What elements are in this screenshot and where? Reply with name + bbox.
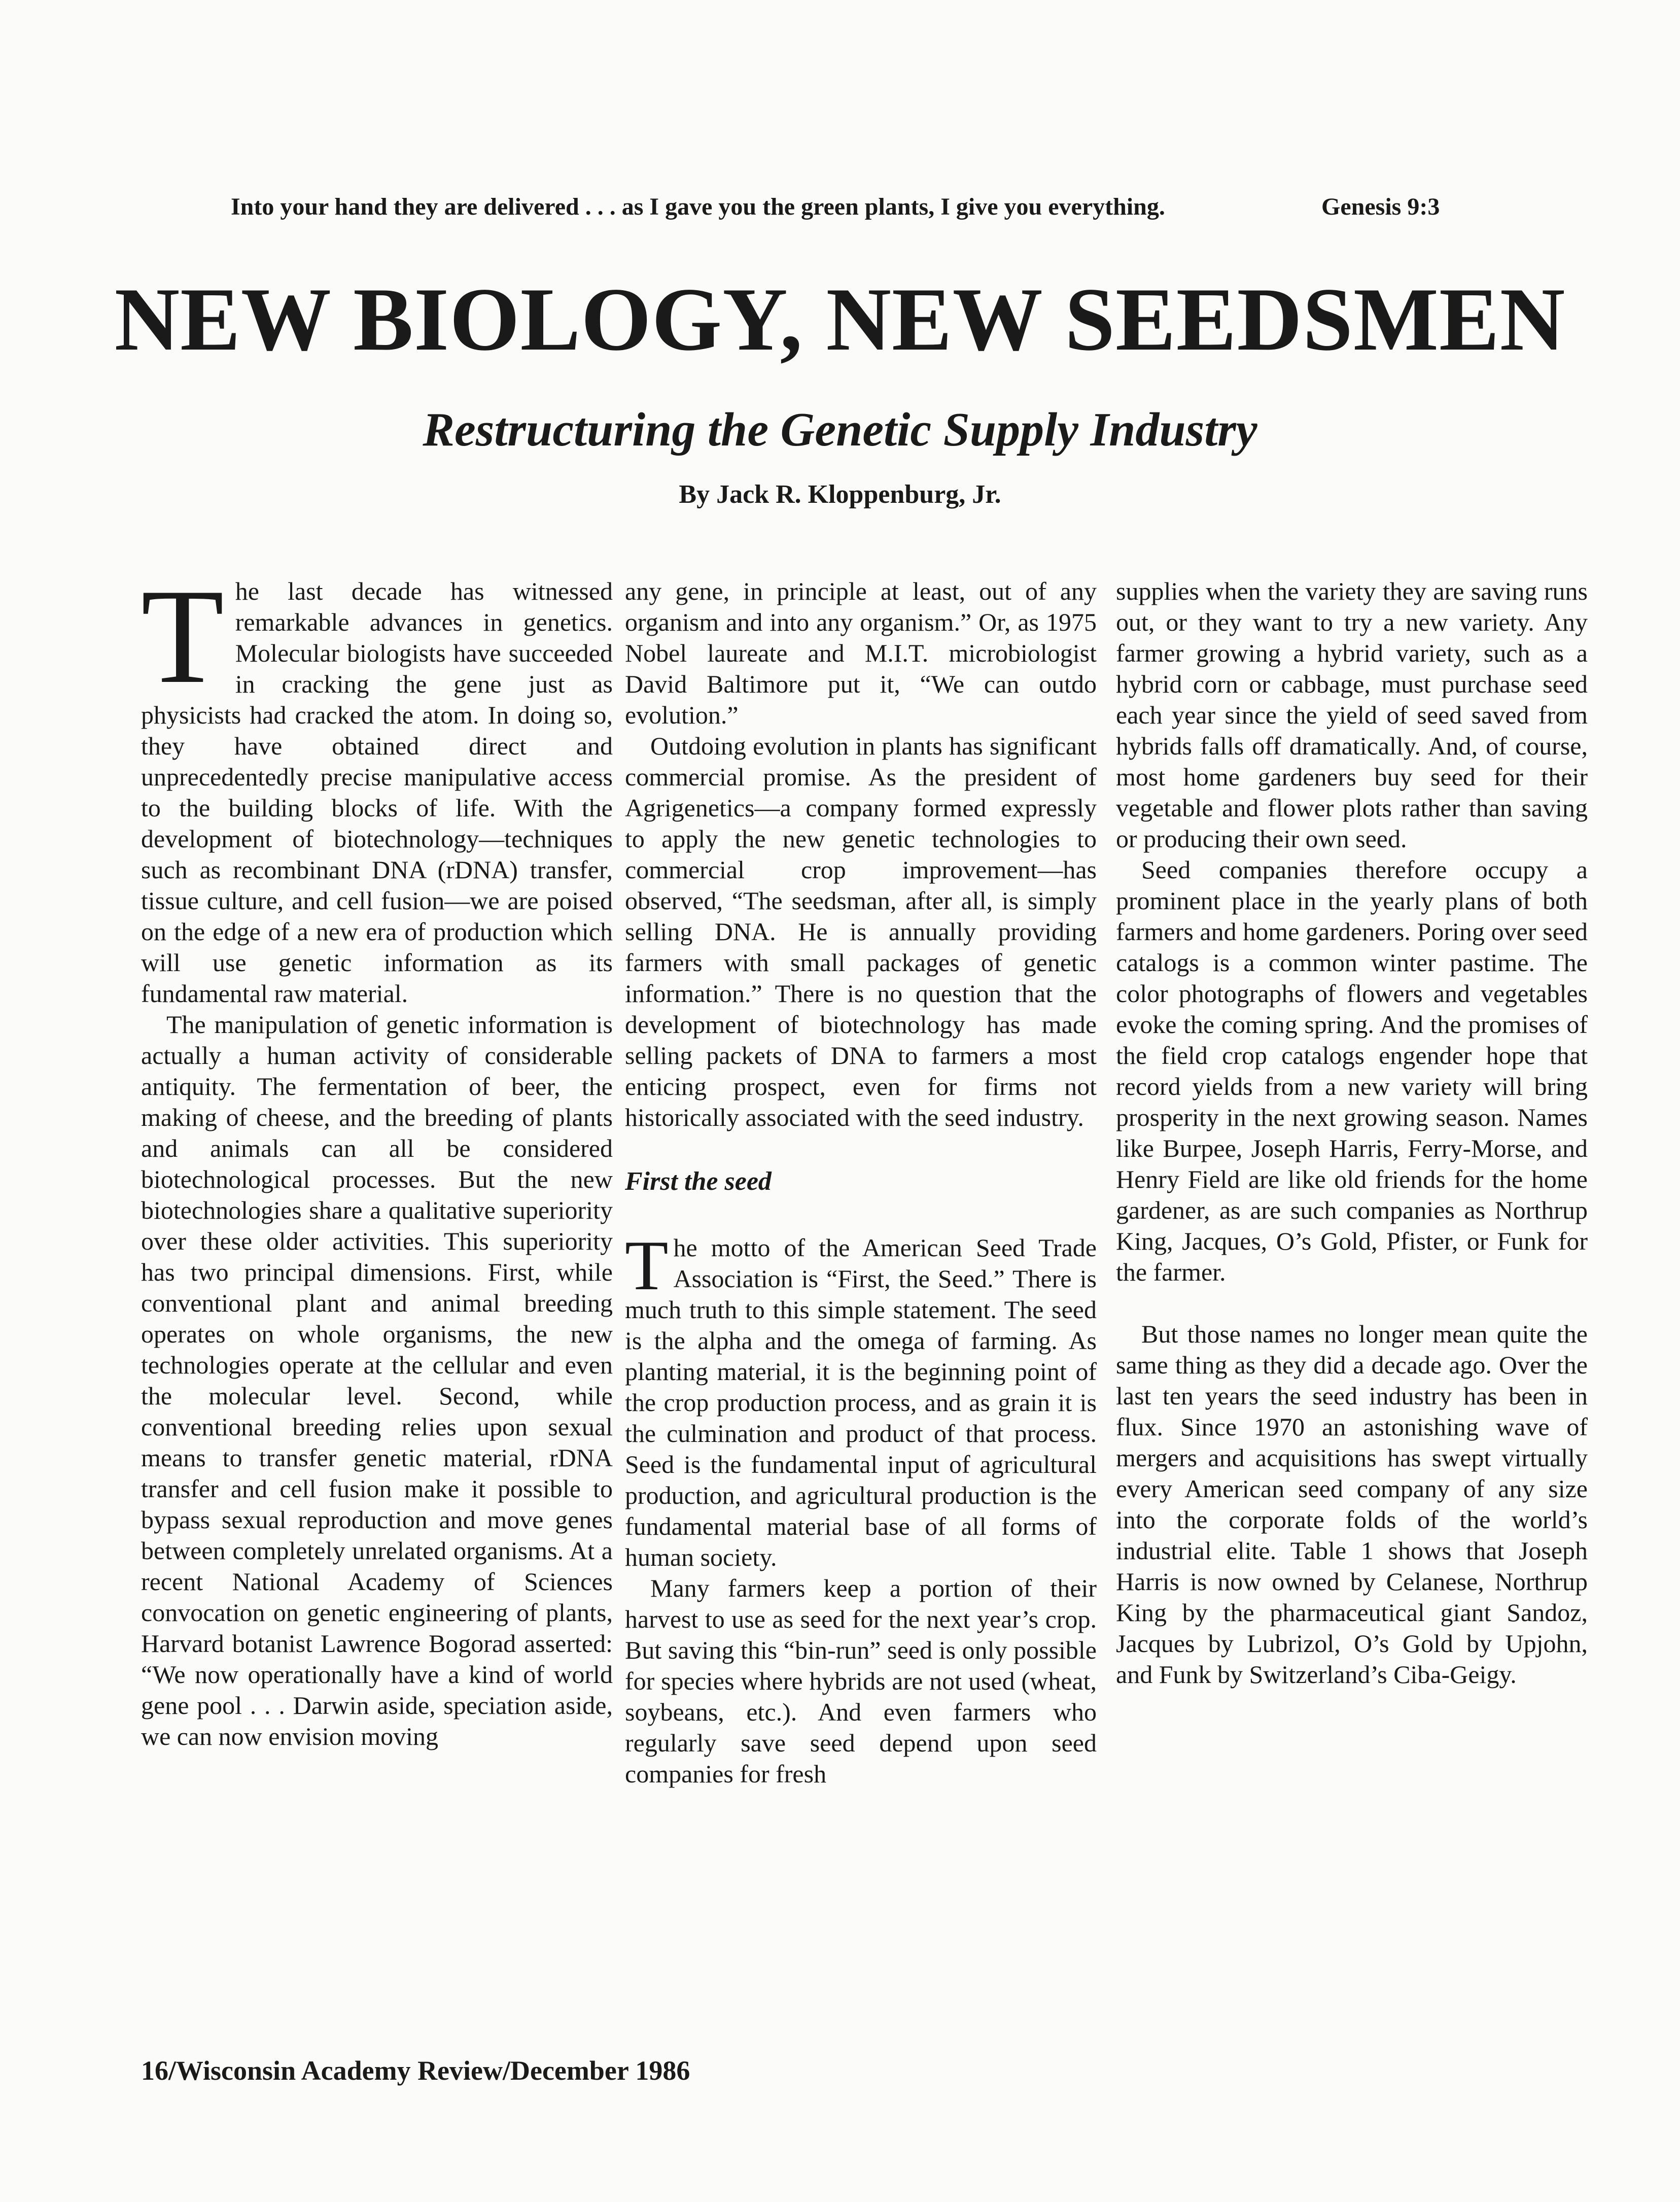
- epigraph: [231, 193, 1448, 221]
- paragraph-gap: [1116, 1288, 1588, 1319]
- paragraph: Many farmers keep a portion of their harvest to use as seed for the next year’s crop. But saving this “bin-run” seed is only possible for species where hybrids are not used (wheat, soybeans, etc.). And even farmers who regularly save seed depend upon seed companies for fresh: [625, 1574, 1097, 1788]
- paragraph: The manipulation of genetic information is actually a human activity of considerable antiquity. The fermentation of beer, the making of cheese, and the breeding of plants and animals can all be considered biotechnological processes. But the new biotechnologies share a qualitative superiority over these older activities. This superiority has two principal dimensions. First, while conventional plant and animal breeding operates on whole organisms, the new technologies operate at the cellular and even the molecular level. Second, while conventional breeding relies upon sexual means to transfer genetic material, rDNA transfer and cell fusion make it possible to bypass sexual reproduction and move genes between completely unrelated organisms. At a recent National Academy of Sciences convocation on genetic engineering of plants, Harvard botanist Lawrence Bogorad asserted: “We now operationally have a kind of world gene pool . . . Darwin aside, speciation aside, we can now envision moving: [141, 1010, 613, 1750]
- section-heading: First the seed: [625, 1167, 772, 1196]
- paragraph: any gene, in principle at least, out of any organism and into any organism.” Or, as 1975 Nobel laureate and M.I.T. microbiologist David Baltimore put it, “We can outdo evolution.”: [625, 577, 1097, 729]
- paragraph-text: he motto of the American Seed Trade Association is “First, the Seed.” There is much truth to this simple statement. The seed is the alpha and the omega of farming. As planting material, it is the beginning point of the crop production process, and as grain it is the culmination and product of that process. Seed is the fundamental input of agricultural production, and agricultural production is the fundamental material base of all forms of human society.: [625, 1233, 1097, 1571]
- paragraph: Seed companies therefore occupy a prominent place in the yearly plans of both farmers and home gardeners. Poring over seed catalogs is a common winter pastime. The color photographs of flowers and vegetables evoke the coming spring. And the promises of the field crop catalogs engender hope that record yields from a new variety will bring prosperity in the next growing season. Names like Burpee, Joseph Harris, Ferry-Morse, and Henry Field are like old friends for the home gardener, as are such companies as Northrup King, Jacques, O’s Gold, Pfister, or Funk for the farmer.: [1116, 855, 1588, 1286]
- column-3: [1116, 576, 1588, 1690]
- byline: By Jack R. Kloppenburg, Jr.: [679, 480, 1001, 509]
- paragraph: [625, 1226, 1097, 1573]
- epigraph-text: Into your hand they are delivered . . . as I gave you the green plants, I give you everything.: [231, 193, 1165, 220]
- paragraph: Outdoing evolution in plants has significant commercial promise. As the president of Agrigenetics—a company formed expressly to apply the new genetic technologies to commercial crop improvement—has observed, “The seedsman, after all, is simply selling DNA. He is annually providing farmers with small packages of genetic information.” There is no question that the development of biotechnology has made selling packets of DNA to farmers a most enticing prospect, even for firms not historically associated with the seed industry.: [625, 732, 1097, 1131]
- drop-cap: T: [625, 1226, 669, 1305]
- paragraph: [141, 561, 613, 1009]
- epigraph-reference: Genesis 9:3: [1321, 193, 1440, 220]
- paragraph: supplies when the variety they are saving runs out, or they want to try a new variety. Any farmer growing a hybrid variety, such as a hybrid corn or cabbage, must purchase seed each year since the yield of seed saved from hybrids falls off dramatically. And, of course, most home gardeners buy seed for their vegetable and flower plots rather than saving or producing their own seed.: [1116, 577, 1588, 853]
- article-subtitle: Restructuring the Genetic Supply Industry: [423, 403, 1257, 456]
- drop-cap: T: [141, 561, 224, 711]
- paragraph: But those names no longer mean quite the same thing as they did a decade ago. Over the last ten years the seed industry has been in flux. Since 1970 an astonishing wave of mergers and acquisitions has swept virtually every American seed company of any size into the corporate folds of the world’s industrial elite. Table 1 shows that Joseph Harris is now owned by Celanese, Northrup King by the pharmaceutical giant Sandoz, Jacques by Lubrizol, O’s Gold by Upjohn, and Funk by Switzerland’s Ciba-Geigy.: [1116, 1320, 1588, 1689]
- page-footer: 16/Wisconsin Academy Review/December 1986: [141, 2055, 690, 2086]
- column-2: [625, 576, 1097, 1790]
- paragraph-text: he last decade has witnessed remarkable advances in genetics. Molecular biologists have succeeded in cracking the gene just as physicists had cracked the atom. In doing so, they have obtained direct and unprecedentedly precise manipulative access to the building blocks of life. With the development of biotechnology—techniques such as recombinant DNA (rDNA) transfer, tissue culture, and cell fusion—we are poised on the edge of a new era of production which will use genetic information as its fundamental raw material.: [141, 577, 613, 1008]
- article-title: NEW BIOLOGY, NEW SEEDSMEN: [114, 269, 1566, 369]
- column-1: [141, 561, 613, 1752]
